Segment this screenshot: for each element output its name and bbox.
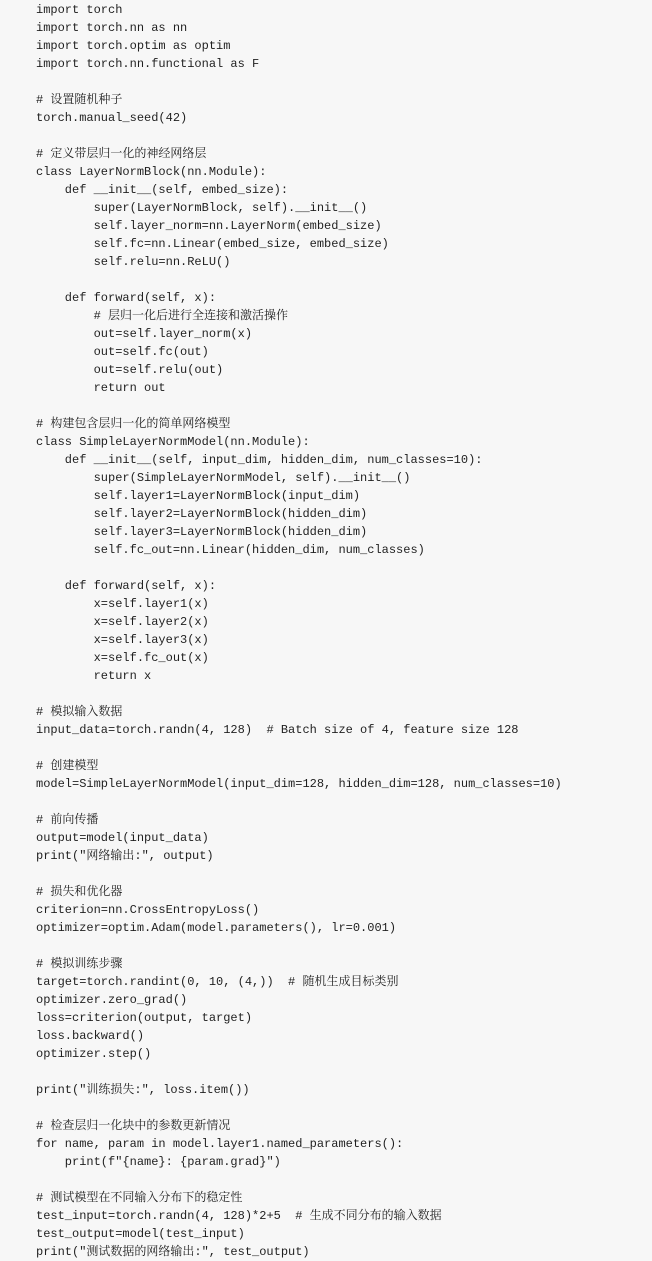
- code-line: model=SimpleLayerNormModel(input_dim=128, hidden_dim=128, num_classes=10): [36, 777, 562, 791]
- code-line: print("测试数据的网络输出:", test_output): [36, 1245, 310, 1259]
- code-line-blank: [36, 397, 652, 415]
- code-line: self.relu=nn.ReLU(): [36, 255, 231, 269]
- code-line: class SimpleLayerNormModel(nn.Module):: [36, 435, 310, 449]
- code-line: x=self.layer2(x): [36, 615, 209, 629]
- code-line: def __init__(self, input_dim, hidden_dim, num_classes=10):: [36, 453, 483, 467]
- code-line: torch.manual_seed(42): [36, 111, 188, 125]
- code-line: test_input=torch.randn(4, 128)*2+5 # 生成不同分布的输入数据: [36, 1209, 442, 1223]
- code-line: optimizer=optim.Adam(model.parameters(), lr=0.001): [36, 921, 397, 935]
- code-line: self.fc=nn.Linear(embed_size, embed_size): [36, 237, 389, 251]
- code-line: input_data=torch.randn(4, 128) # Batch size of 4, feature size 128: [36, 723, 519, 737]
- code-line: self.layer_norm=nn.LayerNorm(embed_size): [36, 219, 382, 233]
- code-line: def __init__(self, embed_size):: [36, 183, 289, 197]
- code-line: class LayerNormBlock(nn.Module):: [36, 165, 267, 179]
- code-line: # 损失和优化器: [36, 885, 123, 899]
- code-line: # 测试模型在不同输入分布下的稳定性: [36, 1191, 243, 1205]
- code-line: # 层归一化后进行全连接和激活操作: [36, 309, 289, 323]
- code-line: return out: [36, 381, 166, 395]
- code-line: test_output=model(test_input): [36, 1227, 245, 1241]
- code-line-blank: [36, 685, 652, 703]
- code-line-blank: [36, 1171, 652, 1189]
- code-line: x=self.layer3(x): [36, 633, 209, 647]
- code-line: print("训练损失:", loss.item()): [36, 1083, 250, 1097]
- code-line-blank: [36, 1099, 652, 1117]
- code-line: x=self.layer1(x): [36, 597, 209, 611]
- code-line: out=self.relu(out): [36, 363, 224, 377]
- code-line: loss=criterion(output, target): [36, 1011, 253, 1025]
- code-line-blank: [36, 127, 652, 145]
- code-line: def forward(self, x):: [36, 579, 217, 593]
- code-line: optimizer.step(): [36, 1047, 152, 1061]
- code-line: import torch: [36, 3, 123, 17]
- code-line: print(f"{name}: {param.grad}"): [36, 1155, 281, 1169]
- code-line: super(SimpleLayerNormModel, self).__init__(): [36, 471, 411, 485]
- code-line: self.layer2=LayerNormBlock(hidden_dim): [36, 507, 368, 521]
- code-line-blank: [36, 271, 652, 289]
- code-line-blank: [36, 793, 652, 811]
- code-line: # 设置随机种子: [36, 93, 123, 107]
- code-line: # 构建包含层归一化的简单网络模型: [36, 417, 231, 431]
- code-line: # 检查层归一化块中的参数更新情况: [36, 1119, 231, 1133]
- code-line: criterion=nn.CrossEntropyLoss(): [36, 903, 260, 917]
- code-line: import torch.nn as nn: [36, 21, 188, 35]
- code-line-blank: [36, 1063, 652, 1081]
- code-line: self.fc_out=nn.Linear(hidden_dim, num_classes): [36, 543, 425, 557]
- code-line: self.layer1=LayerNormBlock(input_dim): [36, 489, 361, 503]
- code-line: print("网络输出:", output): [36, 849, 214, 863]
- code-line: for name, param in model.layer1.named_parameters():: [36, 1137, 404, 1151]
- code-line: x=self.fc_out(x): [36, 651, 209, 665]
- code-line: # 创建模型: [36, 759, 99, 773]
- code-line-blank: [36, 73, 652, 91]
- code-line: import torch.nn.functional as F: [36, 57, 260, 71]
- code-line-blank: [36, 559, 652, 577]
- code-line-blank: [36, 739, 652, 757]
- code-line: # 模拟输入数据: [36, 705, 123, 719]
- code-line-blank: [36, 937, 652, 955]
- code-line: # 定义带层归一化的神经网络层: [36, 147, 207, 161]
- code-line: def forward(self, x):: [36, 291, 217, 305]
- code-line: out=self.layer_norm(x): [36, 327, 253, 341]
- code-line: optimizer.zero_grad(): [36, 993, 188, 1007]
- code-line: target=torch.randint(0, 10, (4,)) # 随机生成目标类别: [36, 975, 399, 989]
- code-line: self.layer3=LayerNormBlock(hidden_dim): [36, 525, 368, 539]
- code-line: output=model(input_data): [36, 831, 209, 845]
- code-line: loss.backward(): [36, 1029, 145, 1043]
- code-line: return x: [36, 669, 152, 683]
- code-line: out=self.fc(out): [36, 345, 209, 359]
- code-line: import torch.optim as optim: [36, 39, 231, 53]
- code-line-blank: [36, 865, 652, 883]
- code-line: # 前向传播: [36, 813, 99, 827]
- code-line: super(LayerNormBlock, self).__init__(): [36, 201, 368, 215]
- code-line: # 模拟训练步骤: [36, 957, 123, 971]
